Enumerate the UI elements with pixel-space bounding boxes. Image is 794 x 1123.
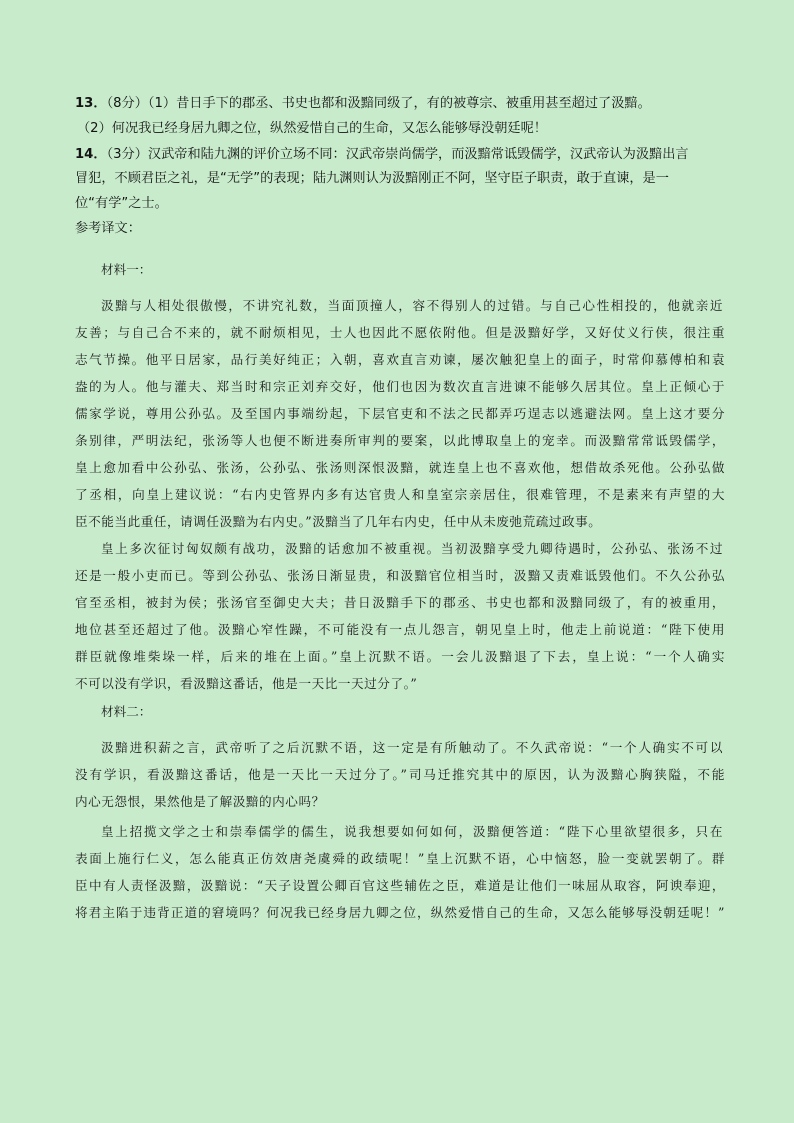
reference-translation-label: 参考译文： (75, 221, 141, 236)
answer-14-line-1 (75, 143, 725, 167)
answer-13-text-1: （8分）（1）昔日手下的郡丞、书史也都和汲黯同级了，有的被尊宗、被重用甚至超过了汲黯。 (106, 96, 651, 111)
material-2-p1-line-2: 没有学识，看汲黯这番话，他是一天比一天过分了。”司马迁推究其中的原因，认为汲黯心胸狭隘，不能 (75, 767, 725, 782)
material-2-p2-line-3: 臣中有人责怪汲黯，汲黯说：“天子设置公卿百官这些辅佐之臣，难道是让他们一味屈从取容，阿谀奉迎， (75, 878, 725, 893)
material-1-p1-line-2: 友善；与自己合不来的，就不耐烦相见，士人也因此不愿依附他。但是汲黯好学，又好仗义行侠，很注重 (75, 325, 725, 340)
material-1-p1-line-6: 条别律，严明法纪，张汤等人也便不断进奏所审判的要案，以此博取皇上的宠幸。而汲黯常常诋毁儒学， (75, 433, 725, 448)
material-1-p1-line-1: 汲黯与人相处很傲慢，不讲究礼数，当面顶撞人，容不得别人的过错。与自己心性相投的，他就亲近 (101, 298, 723, 313)
material-1-p1-line-9: 臣不能当此重任，请调任汲黯为右内史。”汲黯当了几年右内史，任中从未废弛荒疏过政事。 (75, 514, 602, 529)
answer-14-text-1: （3分）汉武帝和陆九渊的评价立场不同：汉武帝崇尚儒学，而汲黯常诋毁儒学，汉武帝认为汲黯出言 (106, 147, 689, 162)
material-2-p2-line-2: 表面上施行仁义，怎么能真正仿效唐尧虞舜的政绩呢！”皇上沉默不语，心中恼怒，脸一变就罢朝了。群 (75, 851, 725, 866)
material-1-p1-line-8: 了丞相，向皇上建议说：“右内史管界内多有达官贵人和皇室宗亲居住，很难管理，不是素来有声望的大 (75, 487, 725, 502)
material-1-p1-line-7: 皇上愈加看中公孙弘、张汤，公孙弘、张汤则深恨汲黯，就连皇上也不喜欢他，想借故杀死他。公孙弘做 (75, 460, 725, 475)
material-1-heading: 材料一： (101, 262, 152, 277)
material-2-p2-line-1: 皇上招揽文学之士和崇奉儒学的儒生，说我想要如何如何，汲黯便答道：“陛下心里欲望很多，只在 (101, 824, 723, 839)
answer-14-line-2: 冒犯，不顾君臣之礼，是“无学”的表现；陆九渊则认为汲黯刚正不阿，坚守臣子职责，敢于直谏，是一 (75, 171, 669, 186)
material-1-p1-line-3: 志气节操。他平日居家，品行美好纯正；入朝，喜欢直言劝谏，屡次触犯皇上的面子，时常仰慕傅柏和袁 (75, 352, 725, 367)
material-1-p1-line-5: 儒家学说，尊用公孙弘。及至国内事端纷起，下层官吏和不法之民都弄巧逞志以逃避法网。皇上这才要分 (75, 406, 725, 421)
material-1-p2-line-5: 群臣就像堆柴垛一样，后来的堆在上面。”皇上沉默不语。一会儿汲黯退了下去，皇上说：“一个人确实 (75, 649, 725, 664)
material-1-p2-line-6: 不可以没有学识，看汲黯这番话，他是一天比一天过分了。” (75, 676, 418, 691)
material-2-heading: 材料二： (101, 704, 152, 719)
material-1-p2-line-1: 皇上多次征讨匈奴颇有战功，汲黯的话愈加不被重视。当初汲黯享受九卿待遇时，公孙弘、张汤不过 (101, 541, 723, 556)
material-2-p1-line-3: 内心无怨恨，果然他是了解汲黯的内心吗？ (75, 794, 325, 809)
answer-13-line-1 (75, 92, 725, 116)
answer-13-line-2: （2）何况我已经身居九卿之位，纵然爱惜自己的生命，又怎么能够辱没朝廷呢！ (77, 121, 547, 136)
material-1-p1-line-4: 盎的为人。他与灌夫、郑当时和宗正刘弃交好，他们也因为数次直言进谏不能够久居其位。皇上正倾心于 (75, 379, 725, 394)
material-1-p2-line-3: 官至丞相，被封为侯；张汤官至御史大夫；昔日汲黯手下的郡丞、书史也都和汲黯同级了，有的被重用， (75, 595, 725, 610)
answer-13-number: 13． (75, 96, 107, 111)
material-2-p1-line-1: 汲黯进积薪之言，武帝听了之后沉默不语，这一定是有所触动了。不久武帝说：“一个人确实不可以 (101, 740, 723, 755)
material-1-p2-line-4: 地位甚至还超过了他。汲黯心窄性躁，不可能没有一点儿怨言，朝见皇上时，他走上前说道：“陛下使用 (75, 622, 725, 637)
answer-14-number: 14． (75, 147, 107, 162)
material-1-p2-line-2: 还是一般小吏而已。等到公孙弘、张汤日渐显贵，和汲黯官位相当时，汲黯又责难诋毁他们。不久公孙弘 (75, 568, 725, 583)
answer-14-line-3: 位“有学”之士。 (75, 196, 168, 211)
material-2-p2-line-4: 将君主陷于违背正道的窘境吗？何况我已经身居九卿之位，纵然爱惜自己的生命，又怎么能够辱没朝廷呢！” (75, 905, 725, 920)
